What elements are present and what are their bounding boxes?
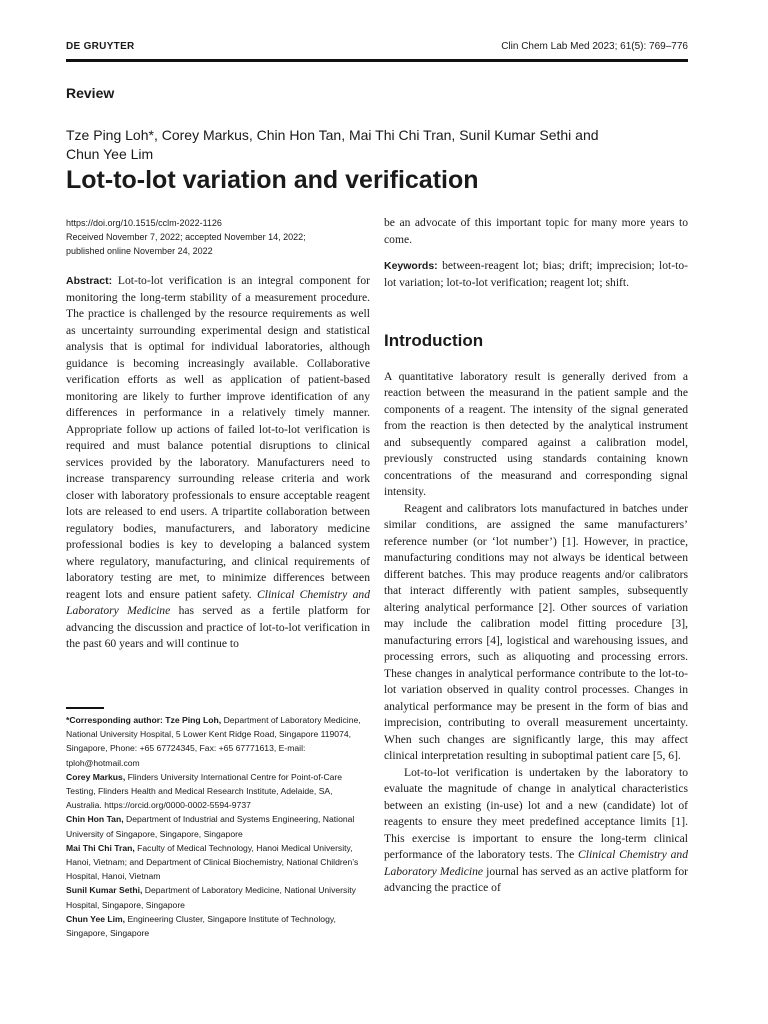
author-affiliations (66, 713, 366, 940)
keywords-text: between-reagent lot; bias; drift; imprecision; lot-to-lot variation; lot-to-lot verification; reagent lot; shift. (384, 259, 688, 289)
abstract-label: Abstract: (66, 275, 113, 287)
intro-paragraph-1: A quantitative laboratory result is generally derived from a reaction between the measurand in the patient sample and the components of a reagent. The intensity of the signal generated from the reaction is then detected by the analytical instrument and subsequently compared against a calibration model, previously constructed using standards containing known concentrations of the measurand and corresponding signal intensity. (384, 369, 688, 498)
keywords (384, 258, 688, 291)
section-label: Review (66, 85, 115, 101)
intro-paragraph-3-end: journal has served as an active platform for advancing the practice of (384, 864, 688, 894)
affiliation-text: Engineering Cluster, Singapore Institute of Technology, Singapore, Singapore (66, 913, 336, 939)
affiliation-item (66, 713, 366, 770)
affiliation-text: Flinders University International Centre for Point-of-Care Testing, Flinders Health and Medical Research Institute, Adelaide, SA, Australia. https://orcid.org/0000-0002-5594-9737 (66, 771, 343, 811)
affiliation-item (66, 770, 366, 813)
affiliation-name: *Corresponding author: Tze Ping Loh, (66, 715, 222, 725)
right-column (384, 215, 688, 897)
doi-link[interactable]: https://doi.org/10.1515/cclm-2022-1126 (66, 218, 222, 228)
abstract-text: Lot-to-lot verification is an integral component for monitoring the long-term stability of a measurement procedure. The practice is challenged by the resource requirements as well as uncertainty surrounding experimental design and statistical analysis that is optimal for individual laboratories, although guidance is becoming increasingly available. Collaborative verification efforts as well as application of patient-based monitoring are likely to further improve identification of any differences in performance in a relatively timely manner. Appropriate follow up actions of failed lot-to-lot verification is required and must balance potential disruptions to clinical services provided by the laboratory. Manufacturers need to increase transparency surrounding release criteria and work closer with laboratory professionals to ensure acceptable reagent lots are released to end users. A tripartite collaboration between regulatory bodies, manufacturers, and laboratory medicine professional bodies is key to developing a balanced system where regulatory, manufacturing, and clinical requirements of laboratory testing are met, to minimize differences between reagent lots and ensure patient safety. (66, 274, 370, 601)
affiliation-text: Department of Laboratory Medicine, National University Hospital, 5 Lower Kent Ridge Road, Singapore 119074, Singapore, Phone: +65 67724345, Fax: +65 67771613, E-mail: tploh@hotmail.com (66, 715, 361, 768)
introduction-heading: Introduction (384, 331, 484, 350)
article-title: Lot-to-lot variation and verification (66, 166, 479, 194)
affiliation-text: Department of Laboratory Medicine, National University Hospital, Singapore, Singapore (66, 885, 356, 910)
publisher-logo: DE GRUYTER (66, 41, 135, 52)
affiliation-name: Chin Hon Tan, (66, 814, 124, 825)
header-rule (66, 59, 688, 62)
abstract-column (66, 273, 370, 653)
journal-name: Clinical Chemistry and Laboratory Medicine (384, 848, 688, 878)
journal-citation: Clin Chem Lab Med 2023; 61(5): 769–776 (501, 41, 688, 52)
abstract-text-continued: has served as a fertile platform for advancing the discussion and practice of lot-to-lot verification in the past 60 years and will continue to (66, 604, 371, 650)
footnote-rule (66, 707, 104, 709)
article-meta (66, 216, 366, 258)
author-list: Tze Ping Loh*, Corey Markus, Chin Hon Tan, Mai Thi Chi Tran, Sunil Kumar Sethi and Chun Yee Lim (66, 127, 599, 162)
intro-paragraph-3 (384, 765, 688, 897)
received-date: Received November 7, 2022; accepted November 14, 2022; (66, 232, 306, 242)
published-date: published online November 24, 2022 (66, 246, 213, 256)
affiliation-name: Chun Yee Lim, (66, 913, 126, 924)
intro-paragraph-2: Reagent and calibrators lots manufactured in batches under similar conditions, are assigned the same manufacturers’ reference number (or ‘lot number’) [1]. However, in practice, manufacturing conditions may not always be identical between different batches. This may produce reagents and/or calibrators that interact differently with patient samples, subsequently altering analytical performance [2]. Other sources of variation may include the calibration model fitting procedure [3], manufacturing errors [4], logistical and warehousing issues, and processing errors, such as aliquoting and processing errors. These changes in analytical performance contribute to the lot-to-lot variation observed in quality control processes. Changes in analytical performance may be present in the form of bias and imprecision, contributing to overall measurement uncertainty. When such changes are significantly large, this may affect clinical interpretation resulting in suboptimal patient care [5, 6]. (384, 501, 688, 762)
affiliation-name: Sunil Kumar Sethi, (66, 885, 143, 896)
affiliation-text: Faculty of Medical Technology, Hanoi Medical University, Hanoi, Vietnam; and Department of Clinical Biochemistry, National Children’s Hospital, Hanoi, Vietnam (66, 842, 359, 882)
keywords-label: Keywords: (384, 260, 438, 272)
intro-paragraph-3-text: Lot-to-lot verification is undertaken by the laboratory to evaluate the magnitude of change in analytical characteristics between an existing (in-use) lot and a new (candidate) lot of reagents to ensure they meet predefined acceptance limits [1]. This exercise is important to ensure the long-term clinical performance of the laboratory tests. The (384, 765, 688, 861)
affiliation-name: Mai Thi Chi Tran, (66, 842, 135, 853)
affiliation-item (66, 812, 366, 840)
affiliation-item (66, 883, 366, 911)
journal-name: Clinical Chemistry and Laboratory Medicine (66, 587, 370, 617)
affiliation-item (66, 912, 366, 940)
abstract-ending: be an advocate of this important topic for many more years to come. (384, 216, 688, 246)
affiliation-name: Corey Markus, (66, 771, 126, 782)
affiliation-item (66, 841, 366, 884)
abstract-paragraph (66, 273, 370, 653)
affiliation-text: Department of Industrial and Systems Engineering, National University of Singapore, Singapore, Singapore (66, 814, 355, 839)
